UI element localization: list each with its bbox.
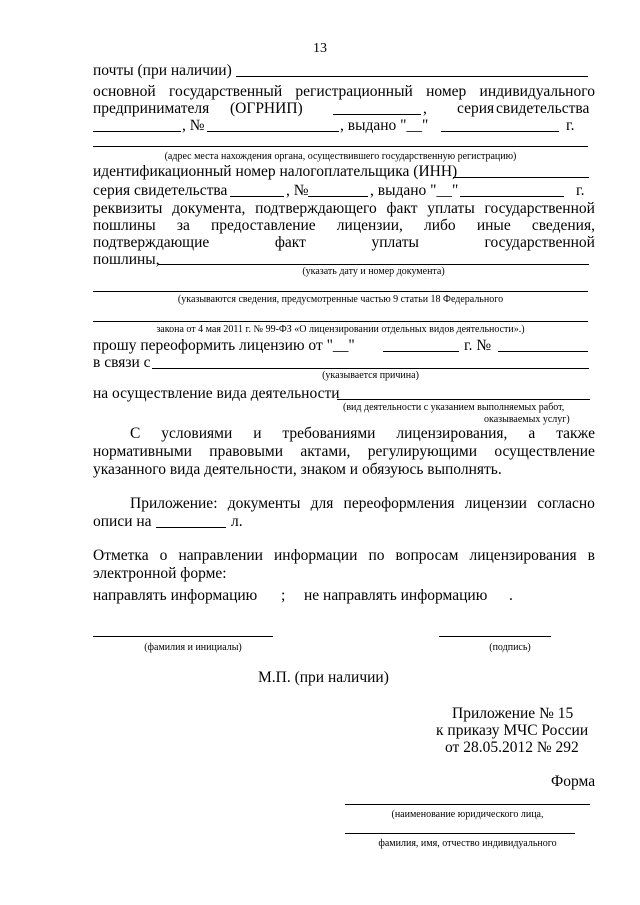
ogrn-word: государственный: [169, 83, 283, 100]
podtv-word: уплаты: [371, 234, 419, 251]
seriya2-label: серия свидетельства: [93, 182, 228, 199]
usl-word: условиями: [161, 425, 233, 442]
usl-word: нормативными: [93, 443, 192, 460]
otm-word: направлении: [178, 547, 263, 564]
reason-field[interactable]: [152, 368, 589, 369]
g-no-label: г. №: [464, 337, 492, 354]
pril-word: для: [310, 495, 334, 512]
usl-word: также: [556, 425, 595, 442]
usl-word: осуществление: [494, 443, 595, 460]
otm-word: информации: [274, 547, 358, 564]
podtv-word: государственной: [484, 234, 595, 251]
ogrn-word: основной: [93, 83, 156, 100]
rekv-word: подтверждающего: [255, 200, 377, 217]
usl-word: а: [528, 425, 536, 442]
otm-word: Отметка: [93, 547, 149, 564]
pril-word: документы: [227, 495, 301, 512]
poshl-word: за: [176, 217, 190, 234]
podtv-word: подтверждающие: [93, 234, 210, 251]
fio-signature-line[interactable]: [93, 636, 273, 637]
rekv-word: документа,: [172, 200, 246, 217]
option-separator: ;: [281, 587, 286, 604]
v-svyazi-label: в связи с: [93, 354, 151, 371]
naim-caption: (наименование юридического лица,: [391, 809, 544, 820]
pril-word: переоформления: [343, 495, 455, 512]
otm-word: вопросам: [395, 547, 459, 564]
poshliny-label: пошлины,: [93, 251, 160, 268]
date-caption: (указать дату и номер документа): [302, 266, 445, 277]
appendix-number: Приложение № 15: [452, 705, 574, 722]
g1-label: г.: [566, 117, 575, 134]
pril-word: согласно: [537, 495, 595, 512]
usl-word: С: [130, 425, 141, 442]
prichina-caption: (указывается причина): [322, 370, 419, 381]
no2-label: , №: [286, 182, 309, 199]
options-end-dot: .: [509, 587, 513, 604]
podpis-caption: (подпись): [489, 642, 531, 653]
appendix-date: от 28.05.2012 № 292: [445, 739, 579, 756]
pochty-label: почты (при наличии): [93, 62, 232, 79]
pochty-field[interactable]: [236, 76, 588, 77]
usloviya-line-3: указанного вида деятельности, знаком и обязуюсь выполнять.: [93, 461, 502, 478]
vydano1-label: , выдано "__": [340, 117, 429, 134]
podtv-line: [93, 234, 595, 252]
mp-label: М.П. (при наличии): [258, 669, 389, 686]
listov-label: л.: [231, 513, 243, 530]
poshl-word: лицензии,: [336, 217, 403, 234]
fio-caption: (фамилия и инициалы): [144, 642, 242, 653]
ogrnip-field[interactable]: [333, 114, 421, 115]
vydano1-field[interactable]: [441, 131, 559, 132]
ogrnip-a: предпринимателя: [93, 100, 210, 117]
ogrn-line: [93, 83, 595, 101]
poshl-word: сведения,: [531, 217, 595, 234]
pril-word: Приложение:: [130, 495, 218, 512]
no1-label: , №: [182, 117, 205, 134]
usl-word: правовыми: [209, 443, 284, 460]
otmetka-line-2: электронной форме:: [93, 565, 227, 582]
usl-word: требованиями: [282, 425, 376, 442]
signature-line[interactable]: [439, 636, 551, 637]
rekv-word: государственной: [484, 200, 595, 217]
usl-word: и: [253, 425, 262, 442]
podtv-word: факт: [274, 234, 306, 251]
seriya2-field[interactable]: [230, 196, 284, 197]
usl-word: актами,: [300, 443, 351, 460]
ogrn-word: номер: [426, 83, 467, 100]
na-osush-label: на осуществление вида деятельности: [93, 385, 340, 402]
svidetelstva-label: свидетельства: [496, 100, 590, 117]
seriya1-field[interactable]: [93, 131, 181, 132]
rekv-word: факт: [386, 200, 418, 217]
vydano2-label: , выдано "__": [370, 182, 459, 199]
payment-doc-field[interactable]: [158, 264, 589, 265]
address-caption: (адрес места нахождения органа, осуществившего государственную регистрацию): [164, 151, 517, 162]
rekv-word: реквизиты: [93, 200, 163, 217]
g2-label: г.: [576, 182, 585, 199]
otm-word: о: [159, 547, 168, 564]
org-name-field[interactable]: [345, 804, 590, 805]
inn-field[interactable]: [453, 177, 589, 178]
zakon-caption: закона от 4 мая 2011 г. № 99-ФЗ «О лицензировании отдельных видов деятельности».): [156, 324, 525, 335]
svedeniya-caption: (указываются сведения, предусмотренные частью 9 статьи 18 Федерального: [177, 294, 504, 305]
page-number: 13: [313, 41, 327, 56]
proshu-label: прошу переоформить лицензию от "__": [93, 337, 355, 354]
ogrn-word: индивидуального: [479, 83, 595, 100]
poshl-word: либо: [424, 217, 456, 234]
appendix-order: к приказу МЧС России: [436, 722, 589, 739]
opisi-label: описи на: [93, 513, 152, 530]
vid-caption-1: (вид деятельности с указанием выполняемых работ,: [343, 402, 565, 413]
napravlyat-option[interactable]: направлять информацию: [93, 587, 258, 604]
fio-full-field[interactable]: [345, 833, 575, 834]
otmetka-line-1: [93, 547, 595, 565]
svedeniya-field[interactable]: [93, 291, 588, 292]
poshl-word: предоставление: [211, 217, 316, 234]
pril-word: лицензии: [464, 495, 527, 512]
address-field[interactable]: [93, 146, 588, 147]
no2-field[interactable]: [308, 196, 368, 197]
ogrn-word: регистрационный: [295, 83, 413, 100]
rekvizity-line: [93, 200, 595, 218]
otm-word: по: [368, 547, 385, 564]
license-date-field[interactable]: [383, 351, 459, 352]
prilozhenie-line-1: [130, 495, 595, 513]
license-number-field[interactable]: [498, 351, 588, 352]
usl-word: регулирующими: [367, 443, 477, 460]
vydano2-field[interactable]: [460, 196, 564, 197]
otm-word: в: [587, 547, 595, 564]
usloviya-line-2: [93, 443, 595, 461]
activity-field[interactable]: [337, 399, 590, 400]
poshl-word: пошлины: [93, 217, 156, 234]
vid-caption-2: оказываемых услуг): [484, 414, 570, 425]
usloviya-line-1: [130, 425, 595, 443]
poshliny-line: [93, 217, 595, 235]
poshl-word: иные: [476, 217, 511, 234]
ogrnip-comma: ,: [423, 100, 427, 117]
svedeniya-field-2[interactable]: [93, 321, 588, 322]
fio-full-caption: фамилия, имя, отчество индивидуального: [378, 838, 557, 849]
inn-label: идентификационный номер налогоплательщика (ИНН): [93, 163, 458, 180]
pages-count-field[interactable]: [156, 527, 226, 528]
ogrnip-b: (ОГРНИП): [230, 100, 303, 117]
otm-word: лицензирования: [469, 547, 577, 564]
forma-label: Форма: [551, 773, 596, 790]
ne-napravlyat-option[interactable]: не направлять информацию: [304, 587, 488, 604]
seriya-label: серия: [457, 100, 495, 117]
rekv-word: уплаты: [427, 200, 475, 217]
no1-field[interactable]: [207, 131, 339, 132]
usl-word: лицензирования,: [396, 425, 508, 442]
